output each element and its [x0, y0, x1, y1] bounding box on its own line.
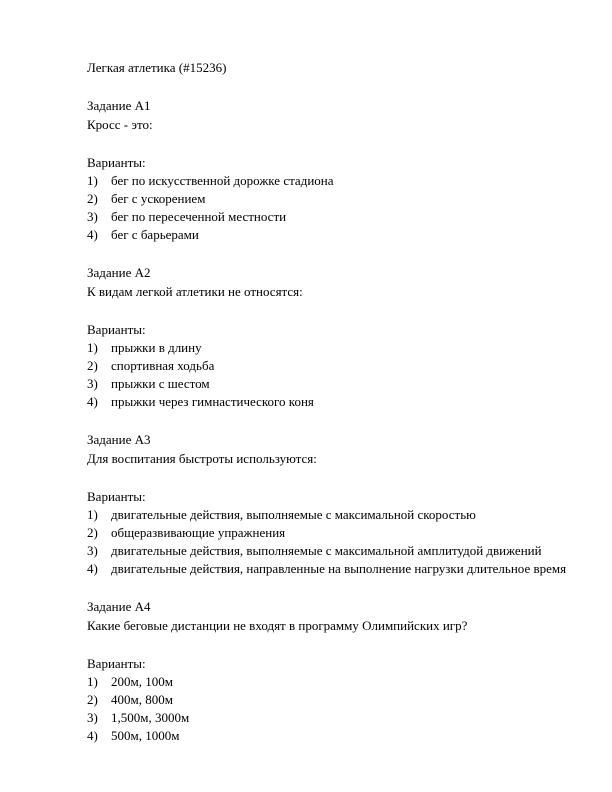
option-number: 1): [87, 507, 98, 522]
option-number: 4): [87, 227, 98, 242]
spacer: [87, 301, 587, 320]
question-label: Задание A1: [87, 98, 151, 113]
question-a4: [87, 597, 587, 745]
option-text: 200м, 100м: [111, 674, 173, 689]
option-item: [87, 393, 587, 411]
option-text: двигательные действия, направленные на выполнение нагрузки длительное время: [111, 561, 567, 576]
options-list: [87, 172, 587, 244]
options-label: Варианты:: [87, 155, 146, 170]
option-item: [87, 506, 587, 524]
spacer: [87, 77, 587, 96]
option-item: [87, 190, 587, 208]
spacer: [87, 244, 587, 263]
option-item: [87, 524, 587, 542]
question-label: Задание A4: [87, 599, 151, 614]
option-number: 4): [87, 728, 98, 743]
spacer: [87, 635, 587, 654]
option-number: 2): [87, 358, 98, 373]
option-number: 3): [87, 710, 98, 725]
option-number: 1): [87, 340, 98, 355]
option-text: двигательные действия, выполняемые с максимальной скоростью: [111, 507, 476, 522]
question-label: Задание A3: [87, 432, 151, 447]
test-document: [87, 58, 587, 745]
option-text: прыжки через гимнастического коня: [111, 394, 314, 409]
option-item: [87, 375, 587, 393]
option-number: 3): [87, 376, 98, 391]
option-text: спортивная ходьба: [111, 358, 215, 373]
option-number: 2): [87, 692, 98, 707]
question-text: Для воспитания быстроты используются:: [87, 451, 317, 466]
question-a3: [87, 430, 587, 578]
option-number: 2): [87, 525, 98, 540]
option-number: 1): [87, 173, 98, 188]
option-item: [87, 226, 587, 244]
option-number: 3): [87, 209, 98, 224]
option-item: [87, 673, 587, 691]
option-text: бег по пересеченной местности: [111, 209, 287, 224]
option-item: [87, 727, 587, 745]
option-item: [87, 208, 587, 226]
options-label: Варианты:: [87, 489, 146, 504]
option-text: бег с барьерами: [111, 227, 199, 242]
option-text: двигательные действия, выполняемые с максимальной амплитудой движений: [111, 543, 542, 558]
question-label: Задание A2: [87, 265, 151, 280]
question-text: Кросс - это:: [87, 117, 153, 132]
option-text: бег с ускорением: [111, 191, 206, 206]
option-text: прыжки с шестом: [111, 376, 210, 391]
option-item: [87, 542, 587, 560]
option-number: 1): [87, 674, 98, 689]
option-text: 500м, 1000м: [111, 728, 180, 743]
option-text: бег по искусственной дорожке стадиона: [111, 173, 334, 188]
question-a1: [87, 96, 587, 244]
option-text: прыжки в длину: [111, 340, 202, 355]
options-label: Варианты:: [87, 656, 146, 671]
question-a2: [87, 263, 587, 411]
option-number: 4): [87, 394, 98, 409]
option-item: [87, 357, 587, 375]
option-item: [87, 691, 587, 709]
option-number: 3): [87, 543, 98, 558]
option-item: [87, 339, 587, 357]
options-list: [87, 673, 587, 745]
spacer: [87, 578, 587, 597]
options-list: [87, 506, 587, 578]
option-text: общеразвивающие упражнения: [111, 525, 286, 540]
option-number: 2): [87, 191, 98, 206]
options-list: [87, 339, 587, 411]
spacer: [87, 468, 587, 487]
question-text: Какие беговые дистанции не входят в программу Олимпийских игр?: [87, 618, 468, 633]
spacer: [87, 134, 587, 153]
options-label: Варианты:: [87, 322, 146, 337]
option-item: [87, 560, 587, 578]
question-text: К видам легкой атлетики не относятся:: [87, 284, 303, 299]
option-text: 1,500м, 3000м: [111, 710, 190, 725]
spacer: [87, 411, 587, 430]
option-text: 400м, 800м: [111, 692, 173, 707]
option-item: [87, 172, 587, 190]
option-number: 4): [87, 561, 98, 576]
option-item: [87, 709, 587, 727]
document-title: Легкая атлетика (#15236): [87, 60, 227, 75]
